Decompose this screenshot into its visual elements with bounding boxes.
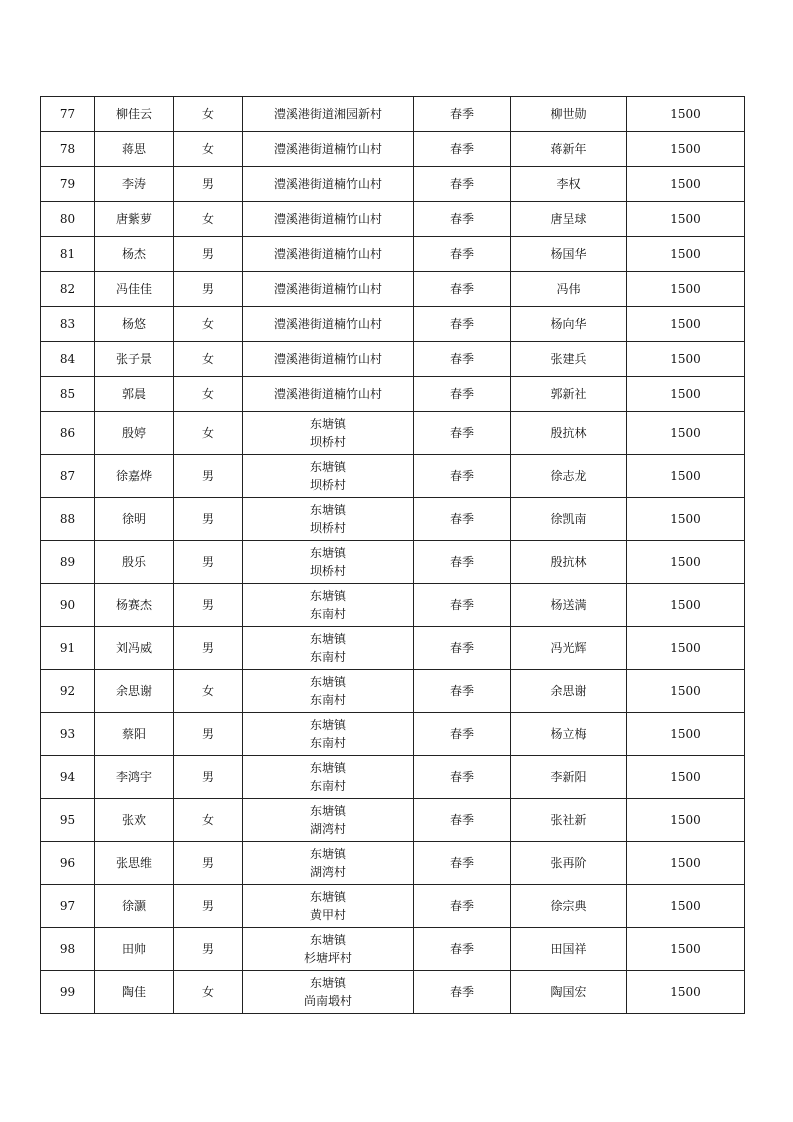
student-name-cell: 徐明 [95,498,174,541]
row-number-cell: 96 [41,842,95,885]
guardian-name-cell: 张再阶 [511,842,627,885]
season-cell: 春季 [414,272,511,307]
address-cell [243,342,414,377]
address-line: 黄甲村 [309,908,346,922]
amount-cell: 1500 [627,670,745,713]
row-number-cell: 80 [41,202,95,237]
gender-cell: 男 [174,272,243,307]
address-line: 澧溪港街道楠竹山村 [273,247,382,261]
amount-cell: 1500 [627,799,745,842]
address-cell [243,627,414,670]
amount-cell: 1500 [627,132,745,167]
amount-cell: 1500 [627,412,745,455]
address-line: 东南村 [309,607,346,621]
table-row [41,670,745,713]
address-line: 杉塘坪村 [303,951,352,965]
row-number-cell: 88 [41,498,95,541]
address-line: 东塘镇 [309,804,346,818]
season-cell: 春季 [414,237,511,272]
guardian-name-cell: 冯光辉 [511,627,627,670]
amount-cell: 1500 [627,756,745,799]
row-number-cell: 78 [41,132,95,167]
gender-cell: 男 [174,842,243,885]
address-line: 坝桥村 [309,521,346,535]
amount-cell: 1500 [627,377,745,412]
row-number-cell: 89 [41,541,95,584]
address-line: 坝桥村 [309,564,346,578]
address-cell [243,971,414,1014]
table-row [41,627,745,670]
season-cell: 春季 [414,307,511,342]
row-number-cell: 85 [41,377,95,412]
season-cell: 春季 [414,627,511,670]
guardian-name-cell: 余思谢 [511,670,627,713]
guardian-name-cell: 蒋新年 [511,132,627,167]
gender-cell: 男 [174,756,243,799]
season-cell: 春季 [414,842,511,885]
row-number-cell: 87 [41,455,95,498]
student-name-cell: 李鸿宇 [95,756,174,799]
student-name-cell: 殷乐 [95,541,174,584]
table-row [41,167,745,202]
row-number-cell: 77 [41,97,95,132]
row-number-cell: 90 [41,584,95,627]
address-cell [243,713,414,756]
gender-cell: 男 [174,237,243,272]
address-line: 东塘镇 [309,761,346,775]
address-line: 东南村 [309,736,346,750]
guardian-name-cell: 杨立梅 [511,713,627,756]
address-line: 澧溪港街道楠竹山村 [273,212,382,226]
student-name-cell: 陶佳 [95,971,174,1014]
guardian-name-cell: 杨国华 [511,237,627,272]
address-line: 澧溪港街道楠竹山村 [273,142,382,156]
table-row [41,842,745,885]
season-cell: 春季 [414,756,511,799]
season-cell: 春季 [414,455,511,498]
student-name-cell: 柳佳云 [95,97,174,132]
guardian-name-cell: 徐宗典 [511,885,627,928]
amount-cell: 1500 [627,584,745,627]
table-row [41,307,745,342]
student-name-cell: 蒋思 [95,132,174,167]
address-line: 尚南塅村 [303,994,352,1008]
season-cell: 春季 [414,132,511,167]
student-name-cell: 张欢 [95,799,174,842]
address-line: 澧溪港街道楠竹山村 [273,177,382,191]
student-name-cell: 徐灏 [95,885,174,928]
address-line: 东塘镇 [309,933,346,947]
address-line: 东南村 [309,779,346,793]
student-name-cell: 张思维 [95,842,174,885]
table-row [41,885,745,928]
guardian-name-cell: 殷抗林 [511,412,627,455]
row-number-cell: 97 [41,885,95,928]
season-cell: 春季 [414,342,511,377]
guardian-name-cell: 李新阳 [511,756,627,799]
amount-cell: 1500 [627,971,745,1014]
gender-cell: 男 [174,455,243,498]
table-row [41,272,745,307]
address-line: 东塘镇 [309,632,346,646]
gender-cell: 男 [174,627,243,670]
gender-cell: 男 [174,584,243,627]
address-cell [243,584,414,627]
row-number-cell: 94 [41,756,95,799]
guardian-name-cell: 田国祥 [511,928,627,971]
row-number-cell: 82 [41,272,95,307]
table-row [41,756,745,799]
gender-cell: 女 [174,412,243,455]
address-line: 东塘镇 [309,847,346,861]
row-number-cell: 95 [41,799,95,842]
student-name-cell: 田帅 [95,928,174,971]
gender-cell: 女 [174,307,243,342]
table-row [41,132,745,167]
guardian-name-cell: 张建兵 [511,342,627,377]
table-row [41,202,745,237]
table-row [41,97,745,132]
address-cell [243,377,414,412]
amount-cell: 1500 [627,455,745,498]
address-line: 湖湾村 [309,865,346,879]
student-name-cell: 张子景 [95,342,174,377]
table-row [41,412,745,455]
gender-cell: 女 [174,670,243,713]
address-line: 澧溪港街道湘园新村 [273,107,382,121]
guardian-name-cell: 殷抗林 [511,541,627,584]
season-cell: 春季 [414,541,511,584]
row-number-cell: 86 [41,412,95,455]
amount-cell: 1500 [627,272,745,307]
guardian-name-cell: 徐凯南 [511,498,627,541]
season-cell: 春季 [414,670,511,713]
amount-cell: 1500 [627,202,745,237]
amount-cell: 1500 [627,97,745,132]
guardian-name-cell: 柳世勋 [511,97,627,132]
amount-cell: 1500 [627,627,745,670]
student-name-cell: 余思谢 [95,670,174,713]
address-line: 澧溪港街道楠竹山村 [273,352,382,366]
guardian-name-cell: 郭新社 [511,377,627,412]
address-line: 坝桥村 [309,435,346,449]
guardian-name-cell: 张社新 [511,799,627,842]
address-cell [243,202,414,237]
address-line: 东塘镇 [309,718,346,732]
address-line: 东塘镇 [309,460,346,474]
gender-cell: 女 [174,97,243,132]
address-line: 东塘镇 [309,503,346,517]
row-number-cell: 92 [41,670,95,713]
address-line: 澧溪港街道楠竹山村 [273,282,382,296]
address-cell [243,541,414,584]
amount-cell: 1500 [627,541,745,584]
address-cell [243,670,414,713]
amount-cell: 1500 [627,498,745,541]
student-name-cell: 徐嘉烨 [95,455,174,498]
address-cell [243,237,414,272]
student-name-cell: 殷婷 [95,412,174,455]
address-cell [243,928,414,971]
season-cell: 春季 [414,799,511,842]
address-line: 澧溪港街道楠竹山村 [273,317,382,331]
address-cell [243,307,414,342]
amount-cell: 1500 [627,307,745,342]
address-cell [243,842,414,885]
address-line: 东塘镇 [309,546,346,560]
season-cell: 春季 [414,498,511,541]
gender-cell: 女 [174,971,243,1014]
address-cell [243,272,414,307]
address-cell [243,412,414,455]
row-number-cell: 81 [41,237,95,272]
table-row [41,713,745,756]
gender-cell: 女 [174,799,243,842]
guardian-name-cell: 徐志龙 [511,455,627,498]
student-name-cell: 郭晨 [95,377,174,412]
amount-cell: 1500 [627,237,745,272]
student-name-cell: 李涛 [95,167,174,202]
roster-body [41,97,745,1014]
amount-cell: 1500 [627,842,745,885]
row-number-cell: 99 [41,971,95,1014]
row-number-cell: 91 [41,627,95,670]
row-number-cell: 98 [41,928,95,971]
student-name-cell: 唐紫萝 [95,202,174,237]
address-cell [243,455,414,498]
table-row [41,541,745,584]
row-number-cell: 93 [41,713,95,756]
table-row [41,584,745,627]
student-name-cell: 蔡阳 [95,713,174,756]
table-row [41,377,745,412]
season-cell: 春季 [414,377,511,412]
gender-cell: 男 [174,713,243,756]
address-line: 东塘镇 [309,675,346,689]
table-row [41,928,745,971]
guardian-name-cell: 杨向华 [511,307,627,342]
address-cell [243,799,414,842]
address-line: 东塘镇 [309,890,346,904]
table-row [41,799,745,842]
student-name-cell: 冯佳佳 [95,272,174,307]
student-name-cell: 杨悠 [95,307,174,342]
season-cell: 春季 [414,885,511,928]
guardian-name-cell: 杨送满 [511,584,627,627]
table-row [41,455,745,498]
row-number-cell: 83 [41,307,95,342]
address-line: 东塘镇 [309,589,346,603]
season-cell: 春季 [414,97,511,132]
amount-cell: 1500 [627,167,745,202]
gender-cell: 男 [174,498,243,541]
season-cell: 春季 [414,928,511,971]
address-line: 澧溪港街道楠竹山村 [273,387,382,401]
amount-cell: 1500 [627,928,745,971]
gender-cell: 男 [174,928,243,971]
table-row [41,498,745,541]
address-cell [243,132,414,167]
student-name-cell: 刘冯威 [95,627,174,670]
address-cell [243,167,414,202]
address-cell [243,885,414,928]
season-cell: 春季 [414,971,511,1014]
address-line: 东塘镇 [309,976,346,990]
season-cell: 春季 [414,202,511,237]
guardian-name-cell: 冯伟 [511,272,627,307]
amount-cell: 1500 [627,713,745,756]
roster-table [40,96,745,1014]
table-row [41,237,745,272]
address-line: 湖湾村 [309,822,346,836]
season-cell: 春季 [414,713,511,756]
address-cell [243,498,414,541]
gender-cell: 女 [174,377,243,412]
address-line: 东南村 [309,650,346,664]
address-line: 东塘镇 [309,417,346,431]
address-line: 坝桥村 [309,478,346,492]
table-row [41,971,745,1014]
guardian-name-cell: 李权 [511,167,627,202]
season-cell: 春季 [414,412,511,455]
gender-cell: 男 [174,541,243,584]
gender-cell: 女 [174,202,243,237]
gender-cell: 女 [174,342,243,377]
row-number-cell: 84 [41,342,95,377]
season-cell: 春季 [414,167,511,202]
gender-cell: 男 [174,167,243,202]
guardian-name-cell: 唐呈球 [511,202,627,237]
address-line: 东南村 [309,693,346,707]
amount-cell: 1500 [627,342,745,377]
table-row [41,342,745,377]
row-number-cell: 79 [41,167,95,202]
amount-cell: 1500 [627,885,745,928]
address-cell [243,97,414,132]
address-cell [243,756,414,799]
gender-cell: 女 [174,132,243,167]
student-name-cell: 杨杰 [95,237,174,272]
student-name-cell: 杨赛杰 [95,584,174,627]
gender-cell: 男 [174,885,243,928]
season-cell: 春季 [414,584,511,627]
guardian-name-cell: 陶国宏 [511,971,627,1014]
